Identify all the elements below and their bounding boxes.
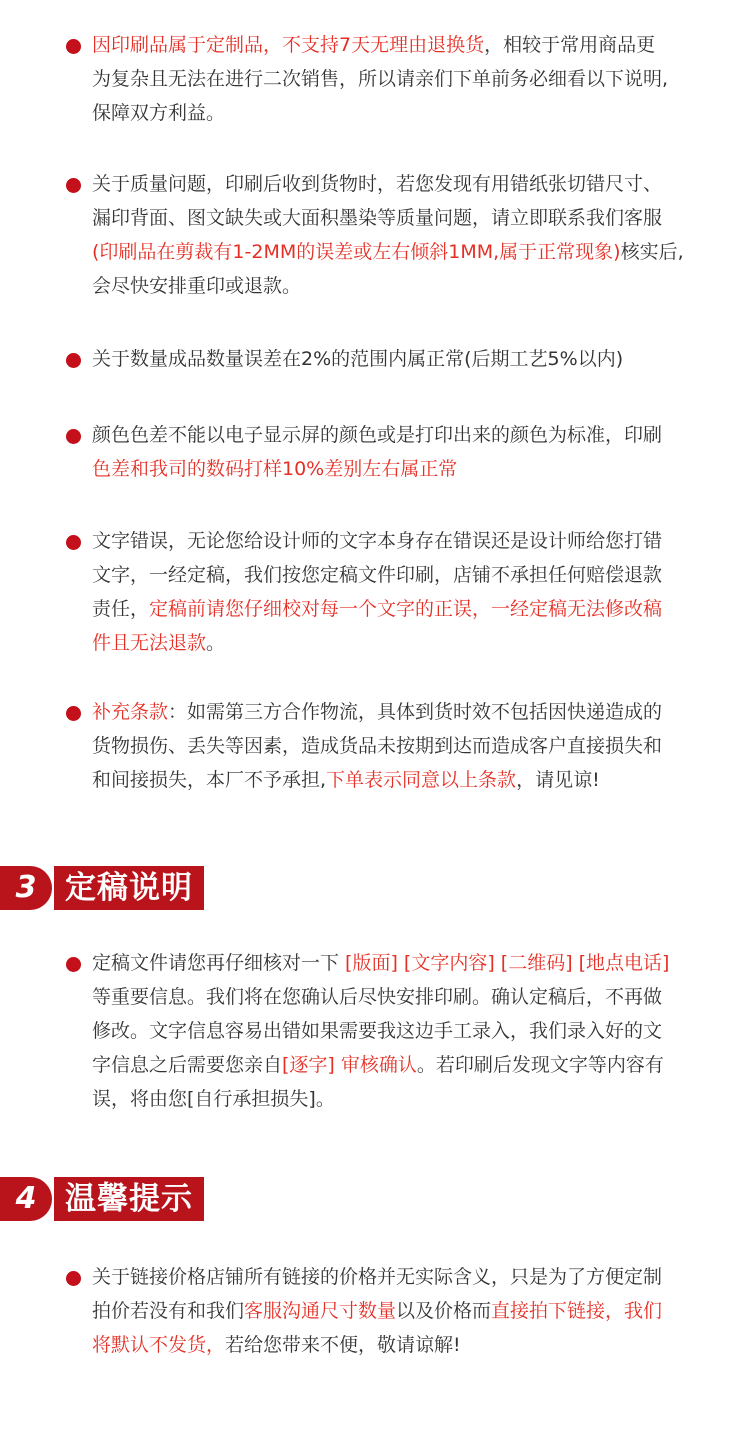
text-line — [92, 763, 702, 797]
highlight-text: (印刷品在剪裁有1-2MM的误差或左右倾斜1MM,属于正常现象) — [92, 241, 621, 263]
body-text: 修改。文字信息容易出错如果需要我这边手工录入，我们录入好的文 — [92, 1020, 663, 1042]
text-line — [92, 558, 702, 592]
body-text: 货物损伤、丢失等因素，造成货品未按期到达而造成客户直接损失和 — [92, 735, 663, 757]
text-line — [92, 1082, 702, 1116]
highlight-text: 将默认不发货， — [92, 1334, 226, 1356]
body-text: 误，将由您[自行承担损失]。 — [92, 1088, 335, 1110]
body-text: 等重要信息。我们将在您确认后尽快安排印刷。确认定稿后，不再做 — [92, 986, 663, 1008]
text-line — [92, 729, 702, 763]
item-text — [92, 418, 702, 486]
text-line — [92, 980, 702, 1014]
text-line — [92, 626, 702, 660]
section-number: 3 — [0, 866, 52, 910]
text-line — [92, 695, 702, 729]
bullet-icon — [66, 39, 81, 54]
bullet-icon — [66, 535, 81, 550]
body-text: 漏印背面、图文缺失或大面积墨染等质量问题，请立即联系我们客服 — [92, 207, 663, 229]
body-text: 颜色色差不能以电子显示屏的颜色或是打印出来的颜色为标准，印刷 — [92, 424, 663, 446]
item-text — [92, 28, 702, 130]
section-title: 温馨提示 — [54, 1177, 204, 1221]
highlight-text: [逐字] 审核确认 — [282, 1054, 417, 1076]
body-text: 。若印刷后发现文字等内容有 — [416, 1054, 664, 1076]
body-text: 字信息之后需要您亲自 — [92, 1054, 283, 1076]
text-line — [92, 1014, 702, 1048]
body-text: 文字错误，无论您给设计师的文字本身存在错误还是设计师给您打错 — [92, 530, 663, 552]
body-text: 关于数量成品数量误差在2%的范围内属正常(后期工艺5%以内) — [92, 348, 624, 370]
body-text: 为复杂且无法在进行二次销售，所以请亲们下单前务必细看以下说明, — [92, 68, 669, 90]
body-text: ：如需第三方合作物流，具体到货时效不包括因快递造成的 — [168, 701, 663, 723]
bullet-icon — [66, 178, 81, 193]
body-text: 核实后, — [620, 241, 684, 263]
item-text — [92, 1260, 702, 1362]
text-line — [92, 1328, 702, 1362]
bullet-icon — [66, 957, 81, 972]
bullet-icon — [66, 353, 81, 368]
text-line — [92, 342, 702, 376]
highlight-text: 因印刷品属于定制品，不支持7天无理由退换货 — [92, 34, 485, 56]
highlight-text: 补充条款 — [92, 701, 169, 723]
section-title: 定稿说明 — [54, 866, 204, 910]
highlight-text: 下单表示同意以上条款 — [326, 769, 517, 791]
highlight-text: 直接拍下链接，我们 — [491, 1300, 663, 1322]
body-text: 关于质量问题，印刷后收到货物时，若您发现有用错纸张切错尺寸、 — [92, 173, 663, 195]
text-line — [92, 452, 702, 486]
text-line — [92, 1260, 702, 1294]
body-text: 若给您带来不便，敬请谅解! — [225, 1334, 461, 1356]
item-text — [92, 342, 702, 376]
text-line — [92, 524, 702, 558]
body-text: 文字，一经定稿，我们按您定稿文件印刷，店铺不承担任何赔偿退款 — [92, 564, 663, 586]
body-text: 和间接损失，本厂不予承担, — [92, 769, 327, 791]
body-text: 拍价若没有和我们 — [92, 1300, 245, 1322]
body-text: 以及价格而 — [396, 1300, 492, 1322]
text-line — [92, 592, 702, 626]
highlight-text: [版面] [文字内容] [二维码] [地点电话] — [345, 952, 670, 974]
body-text: 定稿文件请您再仔细核对一下 — [92, 952, 346, 974]
text-line — [92, 946, 702, 980]
text-line — [92, 1048, 702, 1082]
body-text: 保障双方利益。 — [92, 102, 226, 124]
text-line — [92, 62, 702, 96]
section-number: 4 — [0, 1177, 52, 1221]
body-text: 会尽快安排重印或退款。 — [92, 275, 302, 297]
text-line — [92, 28, 702, 62]
text-line — [92, 96, 702, 130]
text-line — [92, 167, 702, 201]
text-line — [92, 269, 702, 303]
text-line — [92, 235, 702, 269]
text-line — [92, 418, 702, 452]
body-text: ，相较于常用商品更 — [484, 34, 656, 56]
item-text — [92, 167, 702, 303]
highlight-text: 客服沟通尺寸数量 — [244, 1300, 397, 1322]
body-text: ，请见谅! — [516, 769, 600, 791]
bullet-icon — [66, 706, 81, 721]
body-text: 。 — [206, 632, 226, 654]
body-text: 关于链接价格店铺所有链接的价格并无实际含义，只是为了方便定制 — [92, 1266, 663, 1288]
item-text — [92, 524, 702, 660]
text-line — [92, 1294, 702, 1328]
item-text — [92, 946, 702, 1116]
body-text: 责任， — [92, 598, 150, 620]
text-line — [92, 201, 702, 235]
item-text — [92, 695, 702, 797]
highlight-text: 定稿前请您仔细校对每一个文字的正误，一经定稿无法修改稿 — [149, 598, 663, 620]
highlight-text: 件且无法退款 — [92, 632, 207, 654]
bullet-icon — [66, 429, 81, 444]
highlight-text: 色差和我司的数码打样10%差别左右属正常 — [92, 458, 458, 480]
bullet-icon — [66, 1271, 81, 1286]
